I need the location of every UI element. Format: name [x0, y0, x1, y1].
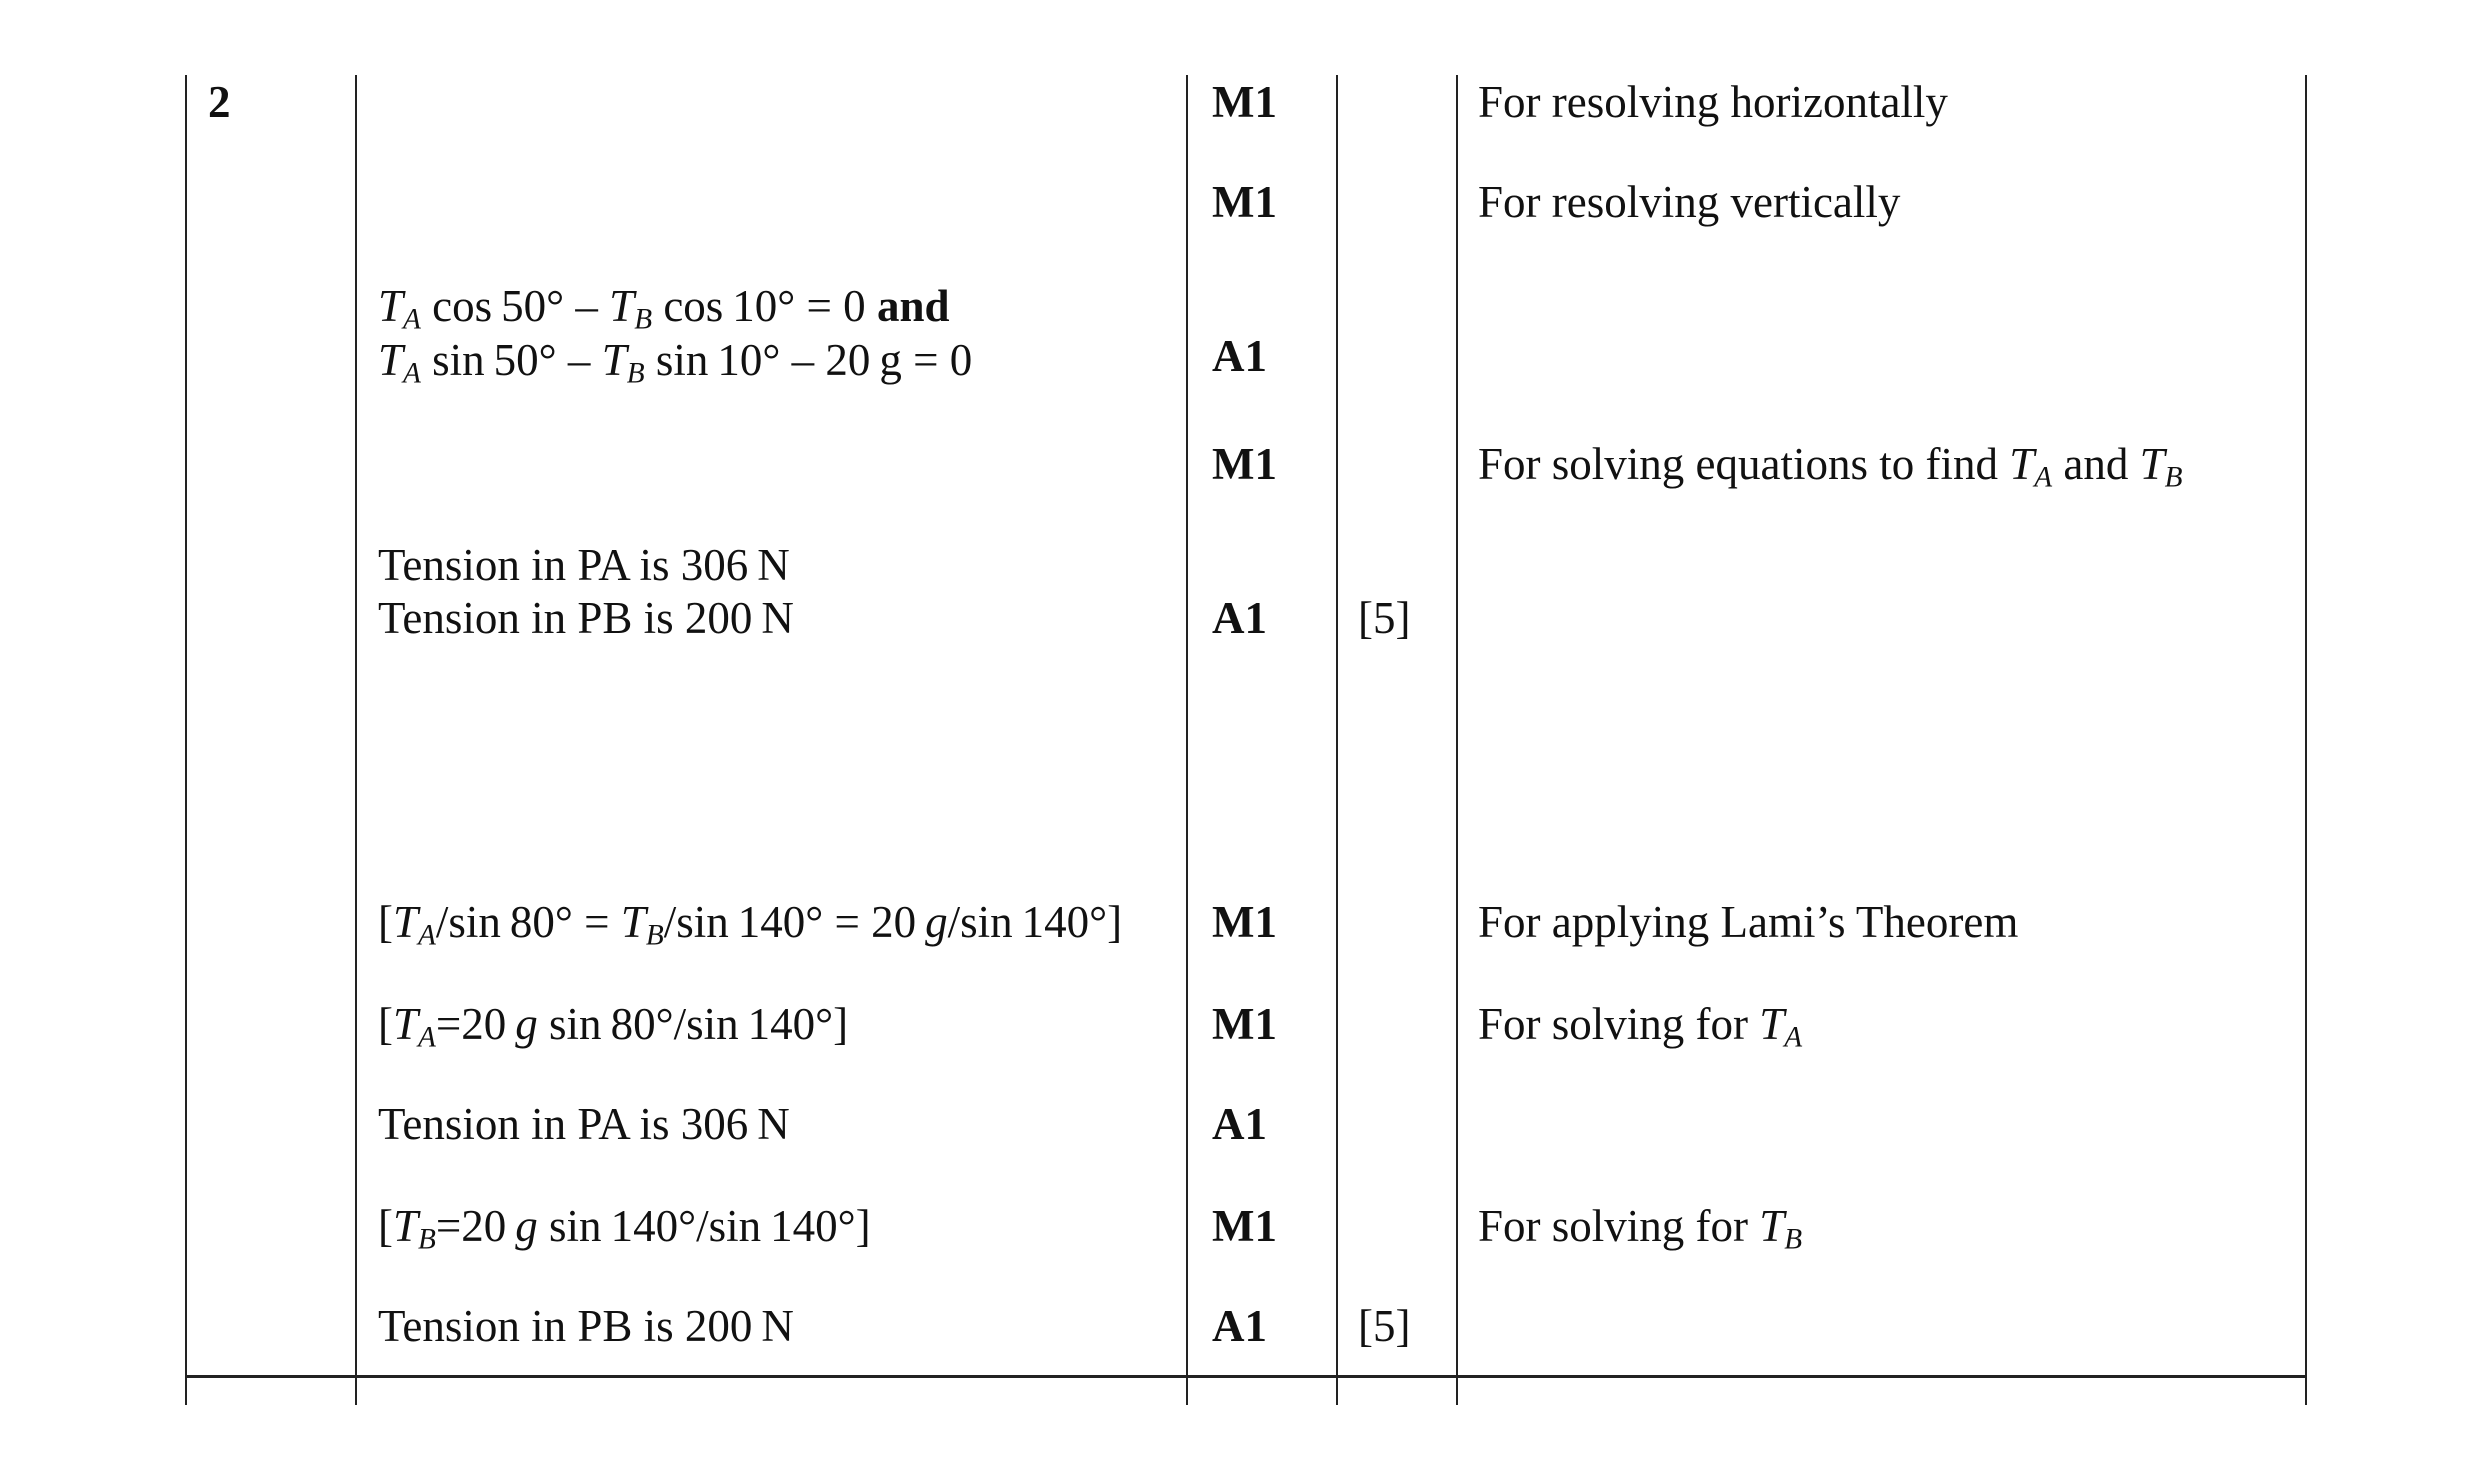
solve-ta-equation: [$T_A=20$ g sin 80°/sin 140°]	[378, 999, 849, 1054]
mark-code: M1	[1212, 439, 1277, 489]
mark-code: A1	[1212, 1099, 1267, 1149]
mark-code: M1	[1212, 999, 1277, 1049]
column-divider-answer	[355, 75, 357, 1405]
answer-tension-pb: Tension in PB is 200 N	[378, 1301, 794, 1351]
guidance-text: For solving for $T_B$	[1478, 1201, 1803, 1256]
mark-code: M1	[1212, 77, 1277, 127]
guidance-text: For solving for $T_A$	[1478, 999, 1803, 1054]
column-divider-marks	[1186, 75, 1188, 1405]
column-divider-total	[1336, 75, 1338, 1405]
column-divider-guidance	[1456, 75, 1458, 1405]
solve-tb-equation: [$T_B=20$ g sin 140°/sin 140°]	[378, 1201, 871, 1256]
answer-tension-pa: Tension in PA is 306 N	[378, 1099, 790, 1149]
mark-code: A1	[1212, 331, 1267, 381]
guidance-text: For applying Lami’s Theorem	[1478, 897, 2019, 947]
answer-tension-pa: Tension in PA is 306 N	[378, 540, 790, 590]
mark-code: A1	[1212, 593, 1267, 643]
table-border-right	[2305, 75, 2307, 1405]
question-number: 2	[208, 77, 231, 127]
question-end-rule	[185, 1375, 2307, 1378]
mark-code: M1	[1212, 1201, 1277, 1251]
mark-code: A1	[1212, 1301, 1267, 1351]
guidance-text: For resolving horizontally	[1478, 77, 1948, 127]
answer-equation-horizontal: $T_A$ $\cos 50^\circ - T_B$ cos 10° = 0 and	[378, 281, 950, 336]
answer-equation-vertical: $T_A$ $\sin 50^\circ - T_B$ sin 10° – 20 g = 0	[378, 335, 973, 390]
mark-code: M1	[1212, 177, 1277, 227]
lami-equation: [$T_A/\sin$ $80^\circ = T_B/\sin$ 140° = 20 g/sin 140°]	[378, 897, 1123, 952]
mark-code: M1	[1212, 897, 1277, 947]
answer-tension-pb: Tension in PB is 200 N	[378, 593, 794, 643]
guidance-text: For resolving vertically	[1478, 177, 1901, 227]
table-border-left	[185, 75, 187, 1405]
total-marks: [5]	[1358, 1301, 1411, 1351]
total-marks: [5]	[1358, 593, 1411, 643]
guidance-text: For solving equations to find $T_A$ and $T_B$	[1478, 439, 2183, 494]
